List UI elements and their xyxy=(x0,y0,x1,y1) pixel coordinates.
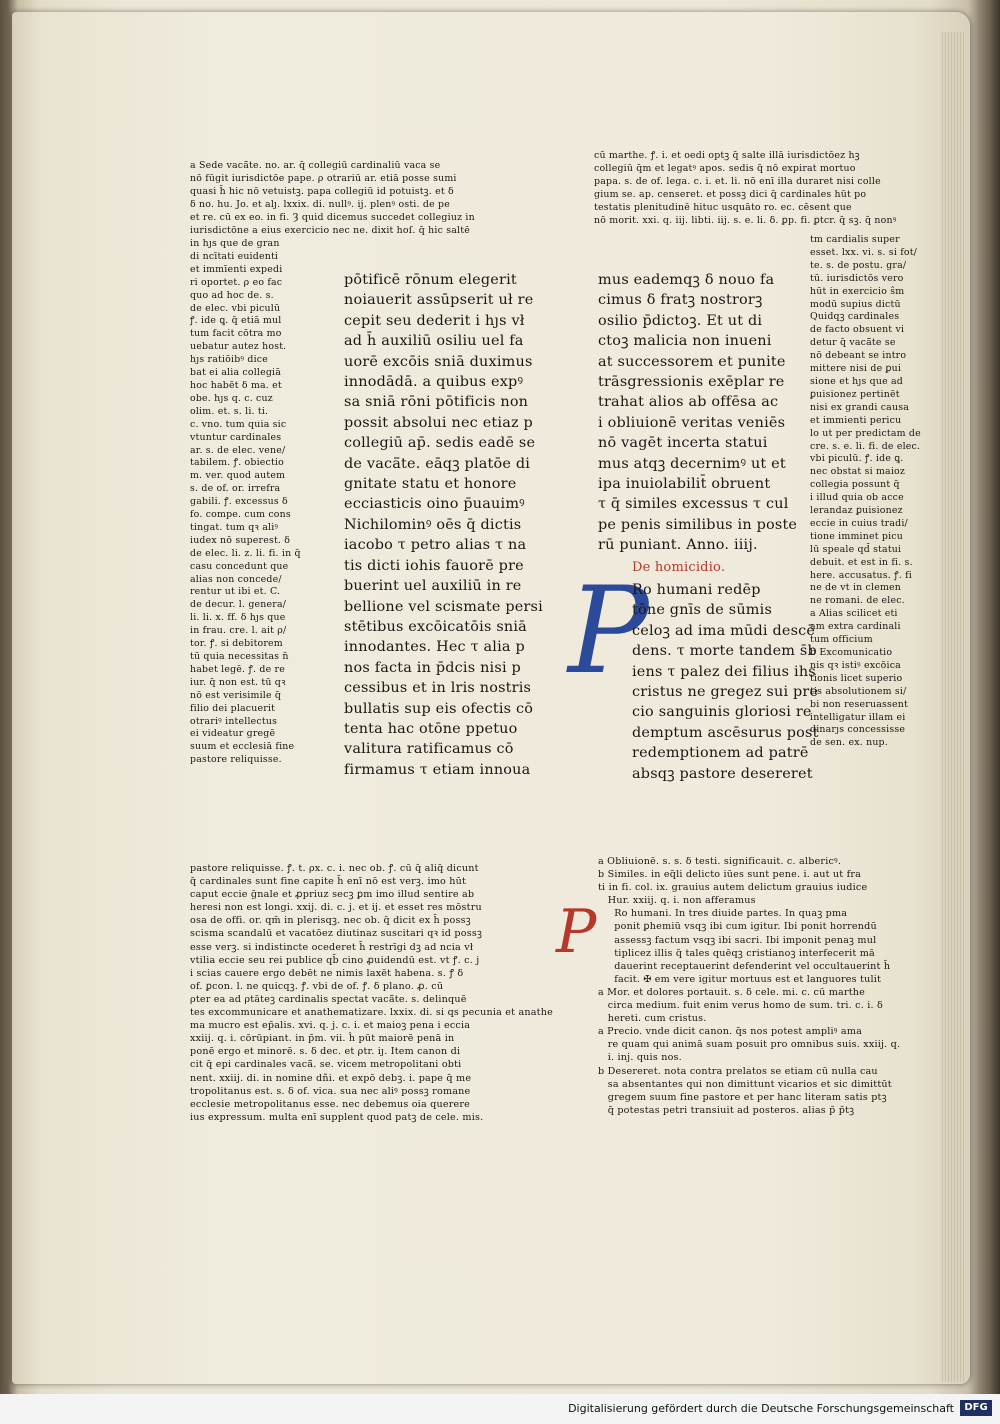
text-line: intelligatur illam ei xyxy=(810,711,906,723)
text-line: am extra cardinali xyxy=(810,621,901,633)
text-line: rū puniant. Anno. iiij. xyxy=(598,537,758,554)
text-line: osilio p̄dictoꝫ. Et ut di xyxy=(598,312,763,329)
text-line: a Precio. vnde dicit canon. q̄s nos potest ampliꝰ ama xyxy=(598,1026,863,1038)
text-line: dauerint receptauerint defenderint vel occultauerint h̄ xyxy=(598,960,891,972)
text-line: cit q̄ epi cardinales vacā̄. se. vicem metropolitani obti xyxy=(190,1059,462,1071)
text-line: ri oportet. ρ eo fac xyxy=(190,276,283,288)
text-line: cessibus et in lris nostris xyxy=(344,680,532,697)
text-line: nos facta in p̄dcis nisi p xyxy=(344,659,521,676)
text-line: Ro humani. In tres diuide partes. In quaꝫ pma xyxy=(598,908,848,920)
text-line: ti in fi. col. ix. grauius autem delictum grauius iudice xyxy=(598,882,868,894)
text-line: de sen. ex. nup. xyxy=(810,737,888,749)
text-line: redemptionem ad patrē xyxy=(632,745,809,762)
text-line: de decur. l. genera/ xyxy=(190,599,287,611)
text-line: tes excommunicare et anathematizare. lxxix. di. si qs pecunia et anathe xyxy=(190,1007,553,1019)
text-line: rentur ut ibi et. C. xyxy=(190,586,281,598)
text-line: innodādā. a quibus expꝰ xyxy=(344,374,524,391)
text-line: tione imminet picu xyxy=(810,530,903,542)
text-line: de elec. vbi piculū xyxy=(190,302,281,314)
gloss-initial-p: P xyxy=(556,897,597,967)
text-line: Nichilominꝰ oēs q̄ dictis xyxy=(344,516,522,533)
text-line: demptum ascēsurus post xyxy=(632,724,819,741)
text-line: gnitate statu et honore xyxy=(344,476,517,493)
text-line: obe. hȷs q. c. cuz xyxy=(190,392,273,404)
text-line: eccie in cuius tradi/ xyxy=(810,517,908,529)
text-line: absqꝫ pastore desereret xyxy=(632,765,813,782)
text-line: iudex nō superest. δ xyxy=(190,534,291,546)
text-line: modū supius dictū xyxy=(810,298,901,310)
text-line: fo. compe. cum cons xyxy=(190,509,291,521)
text-line: τ q̄ similes excessus τ cul xyxy=(598,496,789,513)
text-line: tiplicez illis q̄ tales quēqꝫ cristianoꝫ interfecerit mā xyxy=(598,947,875,959)
text-line: a Obliuionē. s. s. δ testi. significauit. c. albericꝰ. xyxy=(598,856,842,867)
text-line: pōtificē rōnum elegerit xyxy=(344,272,517,288)
text-line: otrariꝰ intellectus xyxy=(190,715,278,727)
text-line: ne de vt in clemen xyxy=(810,582,902,594)
text-line: tm cardialis super xyxy=(810,234,900,245)
text-line: hereti. cum cristus. xyxy=(598,1013,707,1025)
text-line: buerint uel auxiliū in re xyxy=(344,578,522,595)
decorated-initial-p: P xyxy=(568,562,649,701)
text-line: ei videatur gregē xyxy=(190,728,276,740)
text-line: gabili. ꝭ. excessus δ xyxy=(190,496,288,508)
text-line: cū marthe. ꝭ. i. et oedi optꝫ q̄ salte illā iurisdictōez hꝫ xyxy=(594,150,860,161)
text-line: papa. s. de of. lega. c. i. et. li. nō enī illa duraret nisi colle xyxy=(594,175,881,187)
text-line: bellione vel scismate persi xyxy=(344,598,543,615)
text-line: tis absolutionem si/ xyxy=(810,685,907,697)
text-line: δ no. hu. Jo. et alȷ. lxxix. di. nullꝰ. ij. plenꝰ osti. de pe xyxy=(190,198,450,210)
text-line: Hur. xxiij. q. i. non afferamus xyxy=(598,895,756,907)
text-line: caput eccie ḡnale et ꝓpriuz secꝫ ꝑm imo illud sentire ab xyxy=(190,889,475,901)
text-line: tū quia necessitas n̄ xyxy=(190,651,289,662)
text-line: vbi piculū. ꝭ. ide ꝗ. xyxy=(810,453,904,465)
text-line: q̄ potestas petri transiuit ad posteros. alias p̄ p̄tꝫ xyxy=(598,1104,855,1116)
text-line: in frau. cre. l. ait ρ/ xyxy=(190,625,287,637)
text-line: tenta hac otōne ppetuo xyxy=(344,720,518,737)
text-line: de vacā̄te. eāqꝫ platōe di xyxy=(344,455,531,472)
text-line: nis qꝛ istiꝰ excōica xyxy=(810,659,901,671)
text-line: s. de of. or. irrefra xyxy=(190,483,281,495)
text-line: collegiū ap̄. sedis eadē se xyxy=(344,435,536,452)
text-line: suum et ecclesiā fine xyxy=(190,741,295,753)
text-line: iur. q̄ non est. tū qꝛ xyxy=(190,676,286,688)
text-line: ma mucro est ep̄alis. xvi. q. j. c. i. et maioꝫ pena i eccia xyxy=(190,1020,471,1032)
text-line: a Mor. et dolores portauit. s. δ cele. mi. c. cū marthe xyxy=(598,986,866,998)
text-line: vtuntur cardinales xyxy=(190,431,282,443)
text-line: bi non reseruassent xyxy=(810,698,908,710)
text-line: mus atqꝫ decernimꝰ ut et xyxy=(598,455,786,472)
text-line: gregem suum fine pastore et per hanc literam satis ptꝫ xyxy=(598,1091,887,1103)
text-line: sa sniā rōni pōtificis non xyxy=(344,394,529,411)
text-line: tis dicti iohis fauorē pre xyxy=(344,557,524,574)
text-line: celoꝫ ad ima mūdi descē xyxy=(632,622,816,639)
text-line: cristus ne gregez sui pre xyxy=(632,684,819,701)
text-line: noiauerit assūpserit uł re xyxy=(344,292,534,309)
text-line: nō est verisimile q̄ xyxy=(190,689,282,701)
text-line: hoc habēt δ ma. et xyxy=(190,379,282,391)
text-line: trahat alios ab offēsa ac xyxy=(598,394,779,411)
text-line: detur q̄ vacā̄te se xyxy=(810,337,896,349)
text-line: hȷs ratiōibꝰ dice xyxy=(190,354,268,366)
text-line: i obliuionē veritas veniēs xyxy=(598,414,786,431)
text-line: filio dei placuerit xyxy=(190,702,276,714)
left-gloss-top xyxy=(190,160,475,237)
left-gloss-column xyxy=(190,238,301,767)
text-line: sa absentantes qui non dimittunt vicarios et sic dimittūt xyxy=(598,1078,892,1090)
text-line: at successorem et punite xyxy=(598,353,786,370)
text-line: b Similes. in eq̄li delicto iūes sunt pene. i. aut ut fra xyxy=(598,869,862,881)
text-line: nō fūgit iurisdictōe pape. ρ otrariū ar. etiā posse sumi xyxy=(190,172,457,184)
text-line: cimus δ fratꝫ nostrorꝫ xyxy=(598,292,763,309)
text-line: xxiij. q. i. cōrūpiant. in p̄m. vii. ĥ pūt maiorē penā in xyxy=(190,1033,455,1045)
text-line: i. inj. quis nos. xyxy=(598,1052,682,1064)
text-line: possit absolui nec etiaz p xyxy=(344,414,533,431)
text-line: osa de offi. or. qm̄ in plerisqꝫ. nec ob. q̄ dicit ex h̄ possꝫ xyxy=(190,915,471,927)
text-line: c. vno. tum quia sic xyxy=(190,418,287,430)
text-line: tabilem. ꝭ. obiectio xyxy=(190,457,285,469)
right-gloss-bottom xyxy=(598,855,900,1117)
text-line: bat ei alia collegiā xyxy=(190,367,282,379)
text-line: ecciasticis oino p̄uauimꝰ xyxy=(344,496,525,513)
text-line: tingat. tum qꝛ aliꝰ xyxy=(190,521,279,533)
text-line: re quam qui animā suam posuit pro omnibus suis. xxiij. q. xyxy=(598,1039,901,1051)
text-line: esset. lxx. vi. s. si fot/ xyxy=(810,246,918,258)
footer-bar xyxy=(0,1394,1000,1424)
text-line: firmamus τ etiam innoua xyxy=(344,761,531,778)
text-line: ꝑuisionez pertinēt xyxy=(810,388,900,400)
text-line: a Alias scilicet eti xyxy=(810,608,898,620)
text-line: debuit. et est in fi. s. xyxy=(810,556,913,568)
text-line: of. ꝑcon. l. ne quicqꝫ. ꝭ. vbi de of. ꝭ. δ plano. ꝓ. cū xyxy=(190,980,444,992)
text-line: collegia possunt q̄ xyxy=(810,479,900,491)
right-gloss-top xyxy=(594,150,897,227)
text-line: bullatis sup eis ofectis cō xyxy=(344,700,534,717)
text-line: nō morit. xxi. q. iij. libti. iij. s. e. li. δ. ꝑp. fi. ꝑtcr. q̄ sꝫ. q̄ nonꝰ xyxy=(594,214,897,226)
text-line: ecclesie metropolitanus esse. nec debemus oia querere xyxy=(190,1098,471,1110)
text-line: tōne gnīs de sūmis xyxy=(632,602,773,619)
text-line: alias non concede/ xyxy=(190,573,282,585)
text-line: lo ut per predictam de xyxy=(810,427,921,439)
text-line: nō debeant se intro xyxy=(810,350,907,362)
text-line: a Sede vacā̄te. no. ar. q̄ collegiū cardinaliū vaca se xyxy=(190,160,441,171)
text-line: assessꝫ factum vsqꝫ ibi sacri. Ibi imponit penaꝫ mul xyxy=(598,934,877,946)
left-main-text xyxy=(344,270,543,780)
right-main-text-b xyxy=(632,580,819,784)
text-line: te. s. de postu. gra/ xyxy=(810,259,907,271)
text-line: collegiū q̄m et legatꝰ apos. sedis q̄ nō expirat mortuo xyxy=(594,162,856,174)
text-line: esse verꝫ. si indistincte ocederet h̄ restrīgi dꝫ ad ncia vł xyxy=(190,941,474,953)
text-line: uorē excōis sniā duximus xyxy=(344,353,533,370)
text-line: lū speale qd̄ statui xyxy=(810,543,902,555)
text-line: Ro humani redēp xyxy=(632,582,761,598)
text-line: nō vagēt incerta statui xyxy=(598,435,768,452)
text-line: de elec. li. z. li. fi. in q̄ xyxy=(190,547,301,559)
text-line: Quidqꝫ cardinales xyxy=(810,311,900,323)
text-line: trāsgressionis exēplar re xyxy=(598,374,785,391)
text-line: di ncītati euidenti xyxy=(190,250,279,262)
text-line: tū. iurisdictōs vero xyxy=(810,272,904,284)
text-line: mus eademqꝫ δ nouo fa xyxy=(598,272,775,288)
text-line: vtilia eccie seu rei publice qb̄ cino ꝓuidendū est. vt ꝭ. c. j xyxy=(190,954,480,966)
text-line: gium se. ap. censeret. et possꝫ dici q̄ cardinales hūt po xyxy=(594,188,867,200)
text-line: iacobo τ petro alias τ na xyxy=(344,537,527,554)
text-line: valitura ratificamus cō xyxy=(344,741,514,758)
text-line: heresi non est longi. xxij. di. c. j. et ij. et esset res mōstru xyxy=(190,902,482,914)
text-line: circa medium. fuit enim verus homo de sum. tri. c. i. δ xyxy=(598,1000,883,1012)
text-line: cepit seu dederit i hȷs vł xyxy=(344,312,525,329)
text-line: ius expressum. multa enī supplent quod patꝫ de cele. mis. xyxy=(190,1111,484,1123)
text-line: m. ver. quod autem xyxy=(190,470,286,482)
right-gloss-column xyxy=(810,234,921,750)
text-line: ipa inuiolabilit̄ obruent xyxy=(598,476,771,493)
page-edge xyxy=(940,32,966,1382)
text-line: lerandaz ꝑuisionez xyxy=(810,505,903,517)
text-line: innodantes. Hec τ alia p xyxy=(344,639,525,656)
text-line: pe penis similibus in poste xyxy=(598,516,798,533)
text-line: ad h̄ auxiliū osiliu uel fa xyxy=(344,333,524,350)
text-line: nent. xxiij. di. in nomine dñi. et expō debꝫ. i. pape q̄ me xyxy=(190,1072,472,1084)
text-line: tionis licet superio xyxy=(810,672,903,684)
text-line: stētibus excōicatōis sniā xyxy=(344,618,527,635)
text-line: ponē ergo et minorē. s. δ dec. et ρtr. iȷ. Item canon di xyxy=(190,1046,461,1058)
text-line: cio sanguinis gloriosi re xyxy=(632,704,812,721)
footer-credit: Digitalisierung gefördert durch die Deutsche Forschungsgemeinschaft xyxy=(568,1402,954,1415)
text-line: tropolitanus est. s. δ of. vica. sua nec aliꝰ possꝫ romane xyxy=(190,1085,471,1097)
text-line: et re. cū ex eo. in fi. Ȝ quid dicemus succedet collegiuz in xyxy=(190,211,475,223)
text-line: i illud quia ob acce xyxy=(810,492,904,504)
text-line: i scias cauere ergo debēt ne nimis laxēt habena. s. ꝭ δ xyxy=(190,967,464,979)
text-line: et immienti pericu xyxy=(810,414,902,426)
text-line: in hȷs que de gran xyxy=(190,238,280,249)
text-line: hūt in exercicio ŝm xyxy=(810,285,905,297)
text-line: facit. ✠ em vere igitur mortuus est et languores tulit xyxy=(598,973,882,985)
text-line: testatis plenitudinē hituc usquāto ro. ec. cēsent que xyxy=(594,201,852,213)
text-line: habet legē. ꝭ. de re xyxy=(190,663,285,675)
text-line: pastore reliquisse. ꝭ. t. ρx. c. i. nec ob. ꝭ. cū q̄ aliq̄ dicunt xyxy=(190,863,479,874)
text-line: scisma scandalū et vacatōez diutinaz suscitari qꝛ id possꝫ xyxy=(190,928,483,940)
text-line: tum facit cōtra mo xyxy=(190,328,282,340)
text-line: quo ad hoc de. s. xyxy=(190,289,274,301)
text-line: iens τ palez dei filius ihs xyxy=(632,663,816,680)
text-line: et immīenti expedi xyxy=(190,263,283,275)
text-line: mittere nisi de ꝑui xyxy=(810,363,902,375)
text-line: ponit ꝑhemiū vsqꝫ ibi cum igitur. Ibi ponit horrendū xyxy=(598,921,877,933)
right-main-text xyxy=(598,270,797,556)
text-line: olim. et. s. li. ti. xyxy=(190,405,269,417)
text-line: de facto obsuent vi xyxy=(810,324,905,336)
text-line: iurisdictōne a eius exercicio nec ne. dixit hoſ. q̄ hic saltē xyxy=(190,224,470,236)
text-line: dens. τ morte tandem s̄b xyxy=(632,643,817,660)
text-line: here. accusatus. ꝭ. fi xyxy=(810,569,912,581)
text-line: pastore reliquisse. xyxy=(190,754,282,766)
text-line: b Excomunicatio xyxy=(810,647,893,658)
text-line: ꝭ. ide ꝗ. q̄ etiā mul xyxy=(190,315,282,327)
text-line: ar. s. de elec. vene/ xyxy=(190,444,286,456)
text-line: sione et hȷs que ad xyxy=(810,375,904,387)
text-line: ctoꝫ malicia non inueni xyxy=(598,333,772,350)
text-line: ne romani. de elec. xyxy=(810,595,905,607)
text-line: nec obstat si maioz xyxy=(810,466,906,478)
text-line: nisi ex grandi causa xyxy=(810,401,910,413)
text-line: tor. ꝭ. si debitorem xyxy=(190,638,283,650)
text-line: uebatur autez host. xyxy=(190,341,287,353)
dfg-logo: DFG xyxy=(960,1400,992,1416)
left-gloss-bottom xyxy=(190,862,553,1124)
text-line: cre. s. e. li. fi. de elec. xyxy=(810,440,921,452)
rubric-heading: De homicidio. xyxy=(632,560,726,575)
next-page-strip xyxy=(978,90,1000,1290)
text-line: casu concedunt que xyxy=(190,560,289,572)
text-line: ρter ea ad ρtāteꝫ cardinalis spectat vacā̄te. s. delinquē xyxy=(190,993,467,1005)
text-line: li. li. x. ff. δ hȷs que xyxy=(190,612,286,624)
text-line: tum officium xyxy=(810,634,873,646)
text-line: q̄ cardinales sunt fine capite h̄ enī nō est verꝫ. imo hūt xyxy=(190,876,467,888)
text-line: dinarȷs concessisse xyxy=(810,724,906,736)
text-line: b Desereret. nota contra prelatos se etiam cū nulla cau xyxy=(598,1065,878,1077)
text-line: quasi h̄ hic nō vetuistꝫ. papa collegiū id potuistꝫ. et δ xyxy=(190,185,454,197)
